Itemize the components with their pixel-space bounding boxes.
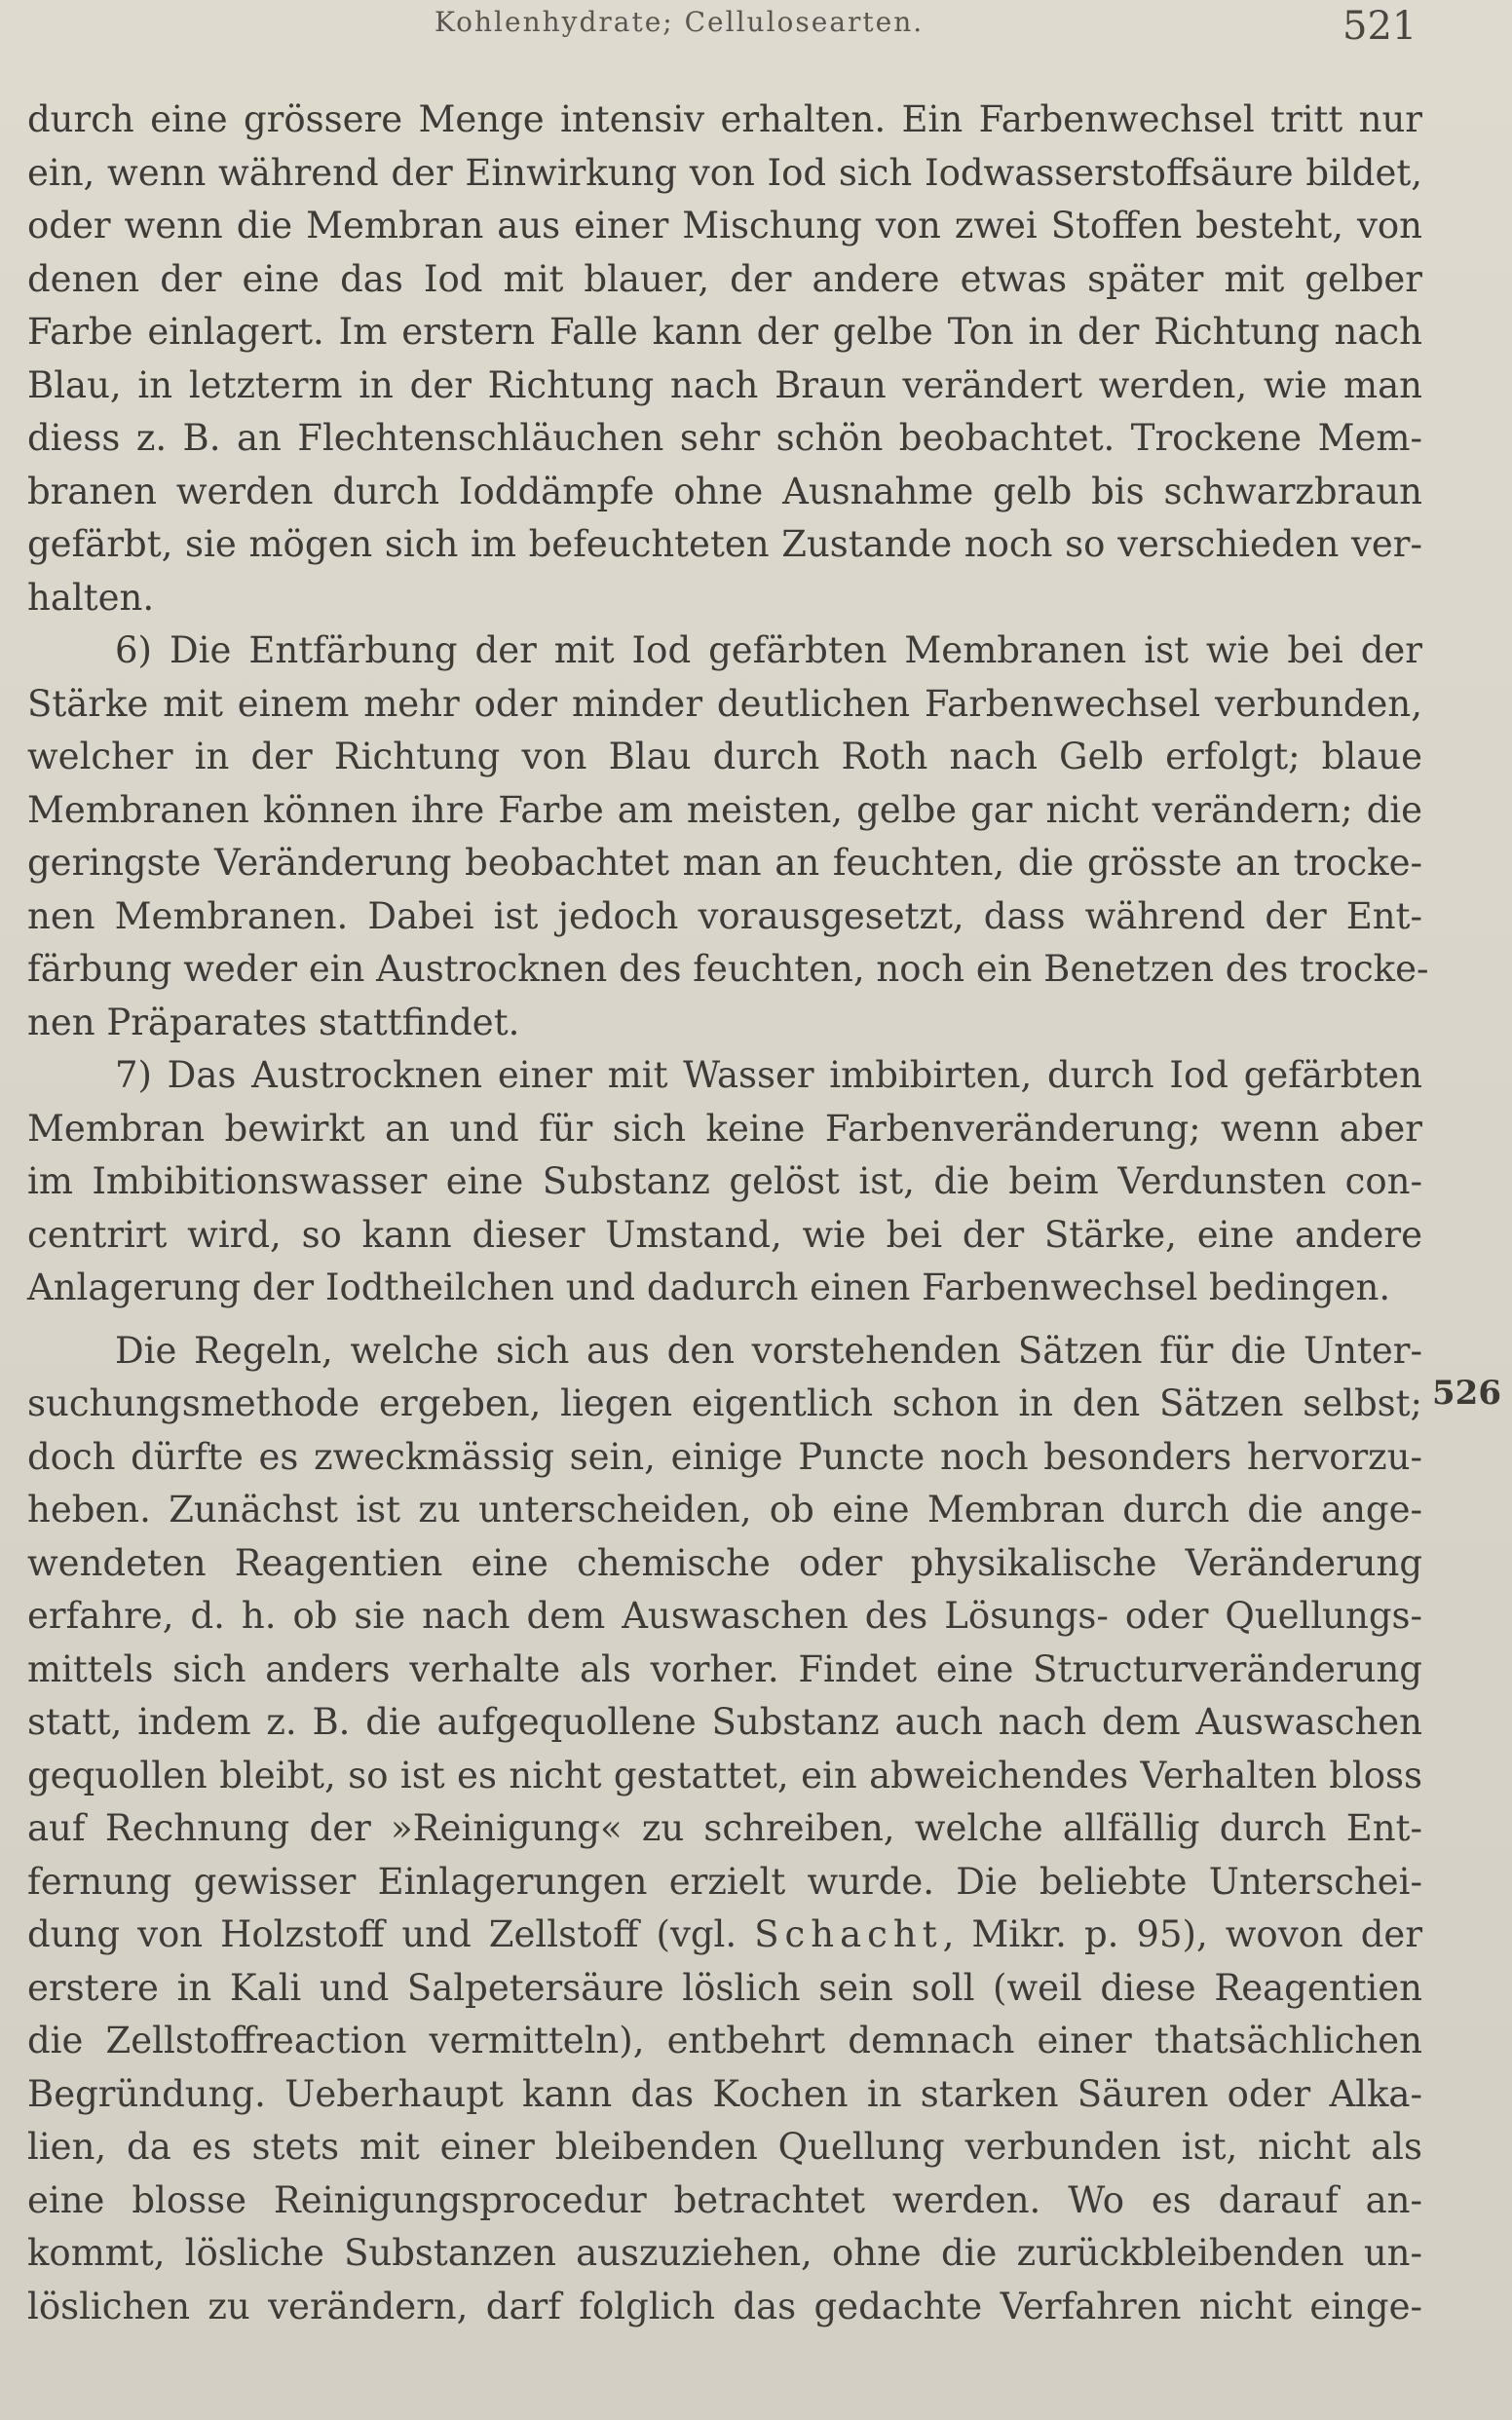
text-line: geringste Veränderung beobachtet man an feuchten, die grösste an trocke- [27, 842, 1422, 884]
running-header [0, 4, 1512, 47]
text-line: färbung weder ein Austrocknen des feuchten, noch ein Benetzen des trocke- [27, 948, 1429, 990]
text-line: gefärbt, sie mögen sich im befeuchteten Zustande noch so verschieden ver- [27, 523, 1422, 565]
text-line: Stärke mit einem mehr oder minder deutlichen Farbenwechsel verbunden, [27, 682, 1422, 725]
text-line: ein, wenn während der Einwirkung von Iod sich Iodwasserstoffsäure bildet, [27, 151, 1422, 194]
page-number: 521 [1342, 4, 1418, 49]
text-line: die Zellstoffreaction vermitteln), entbehrt demnach einer thatsächlichen [27, 2020, 1422, 2061]
body-text [27, 94, 1429, 2333]
text-line: im Imbibitionswasser eine Substanz gelöst ist, die beim Verdunsten con- [27, 1160, 1422, 1202]
text-line: wendeten Reagentien eine chemische oder physikalische Veränderung [27, 1541, 1422, 1584]
text-line: löslichen zu verändern, darf folglich das gedachte Verfahren nicht einge- [27, 2285, 1422, 2327]
text-line: doch dürfte es zweckmässig sein, einige Puncte noch besonders hervorzu- [27, 1435, 1422, 1478]
text-line: nen Präparates stattfindet. [27, 1001, 520, 1043]
text-line: welcher in der Richtung von Blau durch Roth nach Gelb erfolgt; blaue [27, 736, 1422, 777]
text-line: auf Rechnung der »Reinigung« zu schreiben, welche allfällig durch Ent- [27, 1807, 1422, 1849]
text-segment: dung von Holzstoff und Zellstoff (vgl. [27, 1913, 755, 1955]
text-segment: , Mikr. p. 95), wovon der [942, 1913, 1423, 1955]
text-line: statt, indem z. B. die aufgequollene Substanz auch nach dem Auswaschen [27, 1701, 1422, 1743]
text-line: kommt, lösliche Substanzen auszuziehen, ohne die zurückbleibenden un- [27, 2232, 1422, 2274]
text-line: gequollen bleibt, so ist es nicht gestattet, ein abweichendes Verhalten bloss [27, 1754, 1422, 1796]
text-line: Membranen können ihre Farbe am meisten, gelbe gar nicht verändern; die [27, 788, 1422, 831]
text-line: Anlagerung der Iodtheilchen und dadurch einen Farbenwechsel bedingen. [27, 1267, 1391, 1308]
text-line: erfahre, d. h. ob sie nach dem Auswaschen des Lösungs- oder Quellungs- [27, 1595, 1422, 1637]
text-line: diess z. B. an Flechtenschläuchen sehr schön beobachtet. Trockene Mem- [27, 417, 1422, 459]
text-line: erstere in Kali und Salpetersäure löslich sein soll (weil diese Reagentien [27, 1966, 1422, 2009]
text-line: mittels sich anders verhalte als vorher. Findet eine Structurveränderung [27, 1647, 1422, 1690]
paragraph-6-start: 6) Die Entfärbung der mit Iod gefärbten Membranen ist wie bei der [115, 629, 1422, 671]
text-line: centrirt wird, so kann dieser Umstand, wie bei der Stärke, eine andere [27, 1213, 1422, 1256]
author-name-schacht: Schacht [754, 1913, 943, 1955]
paragraph-7-start: 7) Das Austrocknen einer mit Wasser imbibirten, durch Iod gefärbten [115, 1054, 1422, 1096]
text-line: durch eine grössere Menge intensiv erhalten. Ein Farbenwechsel tritt nur [27, 98, 1422, 140]
text-line: denen der eine das Iod mit blauer, der andere etwas später mit gelber [27, 257, 1422, 300]
text-line: Membran bewirkt an und für sich keine Farbenveränderung; wenn aber [27, 1107, 1422, 1150]
text-line: suchungsmethode ergeben, liegen eigentlich schon in den Sätzen selbst; [27, 1382, 1422, 1424]
text-line: halten. [27, 576, 155, 619]
text-line: heben. Zunächst ist zu unterscheiden, ob eine Membran durch die ange- [27, 1489, 1422, 1531]
text-line: Begründung. Ueberhaupt kann das Kochen in starken Säuren oder Alka- [27, 2072, 1422, 2115]
paragraph-rules-start: Die Regeln, welche sich aus den vorstehenden Sätzen für die Unter- [115, 1329, 1422, 1372]
margin-section-number: 526 [1432, 1374, 1501, 1413]
text-line: nen Membranen. Dabei ist jedoch vorausgesetzt, dass während der Ent- [27, 894, 1422, 937]
text-line: lien, da es stets mit einer bleibenden Quellung verbunden ist, nicht als [27, 2126, 1422, 2168]
text-line: branen werden durch Ioddämpfe ohne Ausnahme gelb bis schwarzbraun [27, 470, 1422, 512]
text-line: eine blosse Reinigungsprocedur betrachtet werden. Wo es darauf an- [27, 2178, 1422, 2221]
text-line: Blau, in letzterm in der Richtung nach Braun verändert werden, wie man [27, 363, 1422, 406]
text-line: Farbe einlagert. Im erstern Falle kann der gelbe Ton in der Richtung nach [27, 311, 1422, 353]
text-line: fernung gewisser Einlagerungen erzielt wurde. Die beliebte Unterschei- [27, 1860, 1422, 1903]
text-line-with-author [27, 1909, 1422, 1962]
running-title: Kohlenhydrate; Cellulosearten. [435, 6, 925, 38]
text-line: oder wenn die Membran aus einer Mischung von zwei Stoffen besteht, von [27, 205, 1422, 246]
